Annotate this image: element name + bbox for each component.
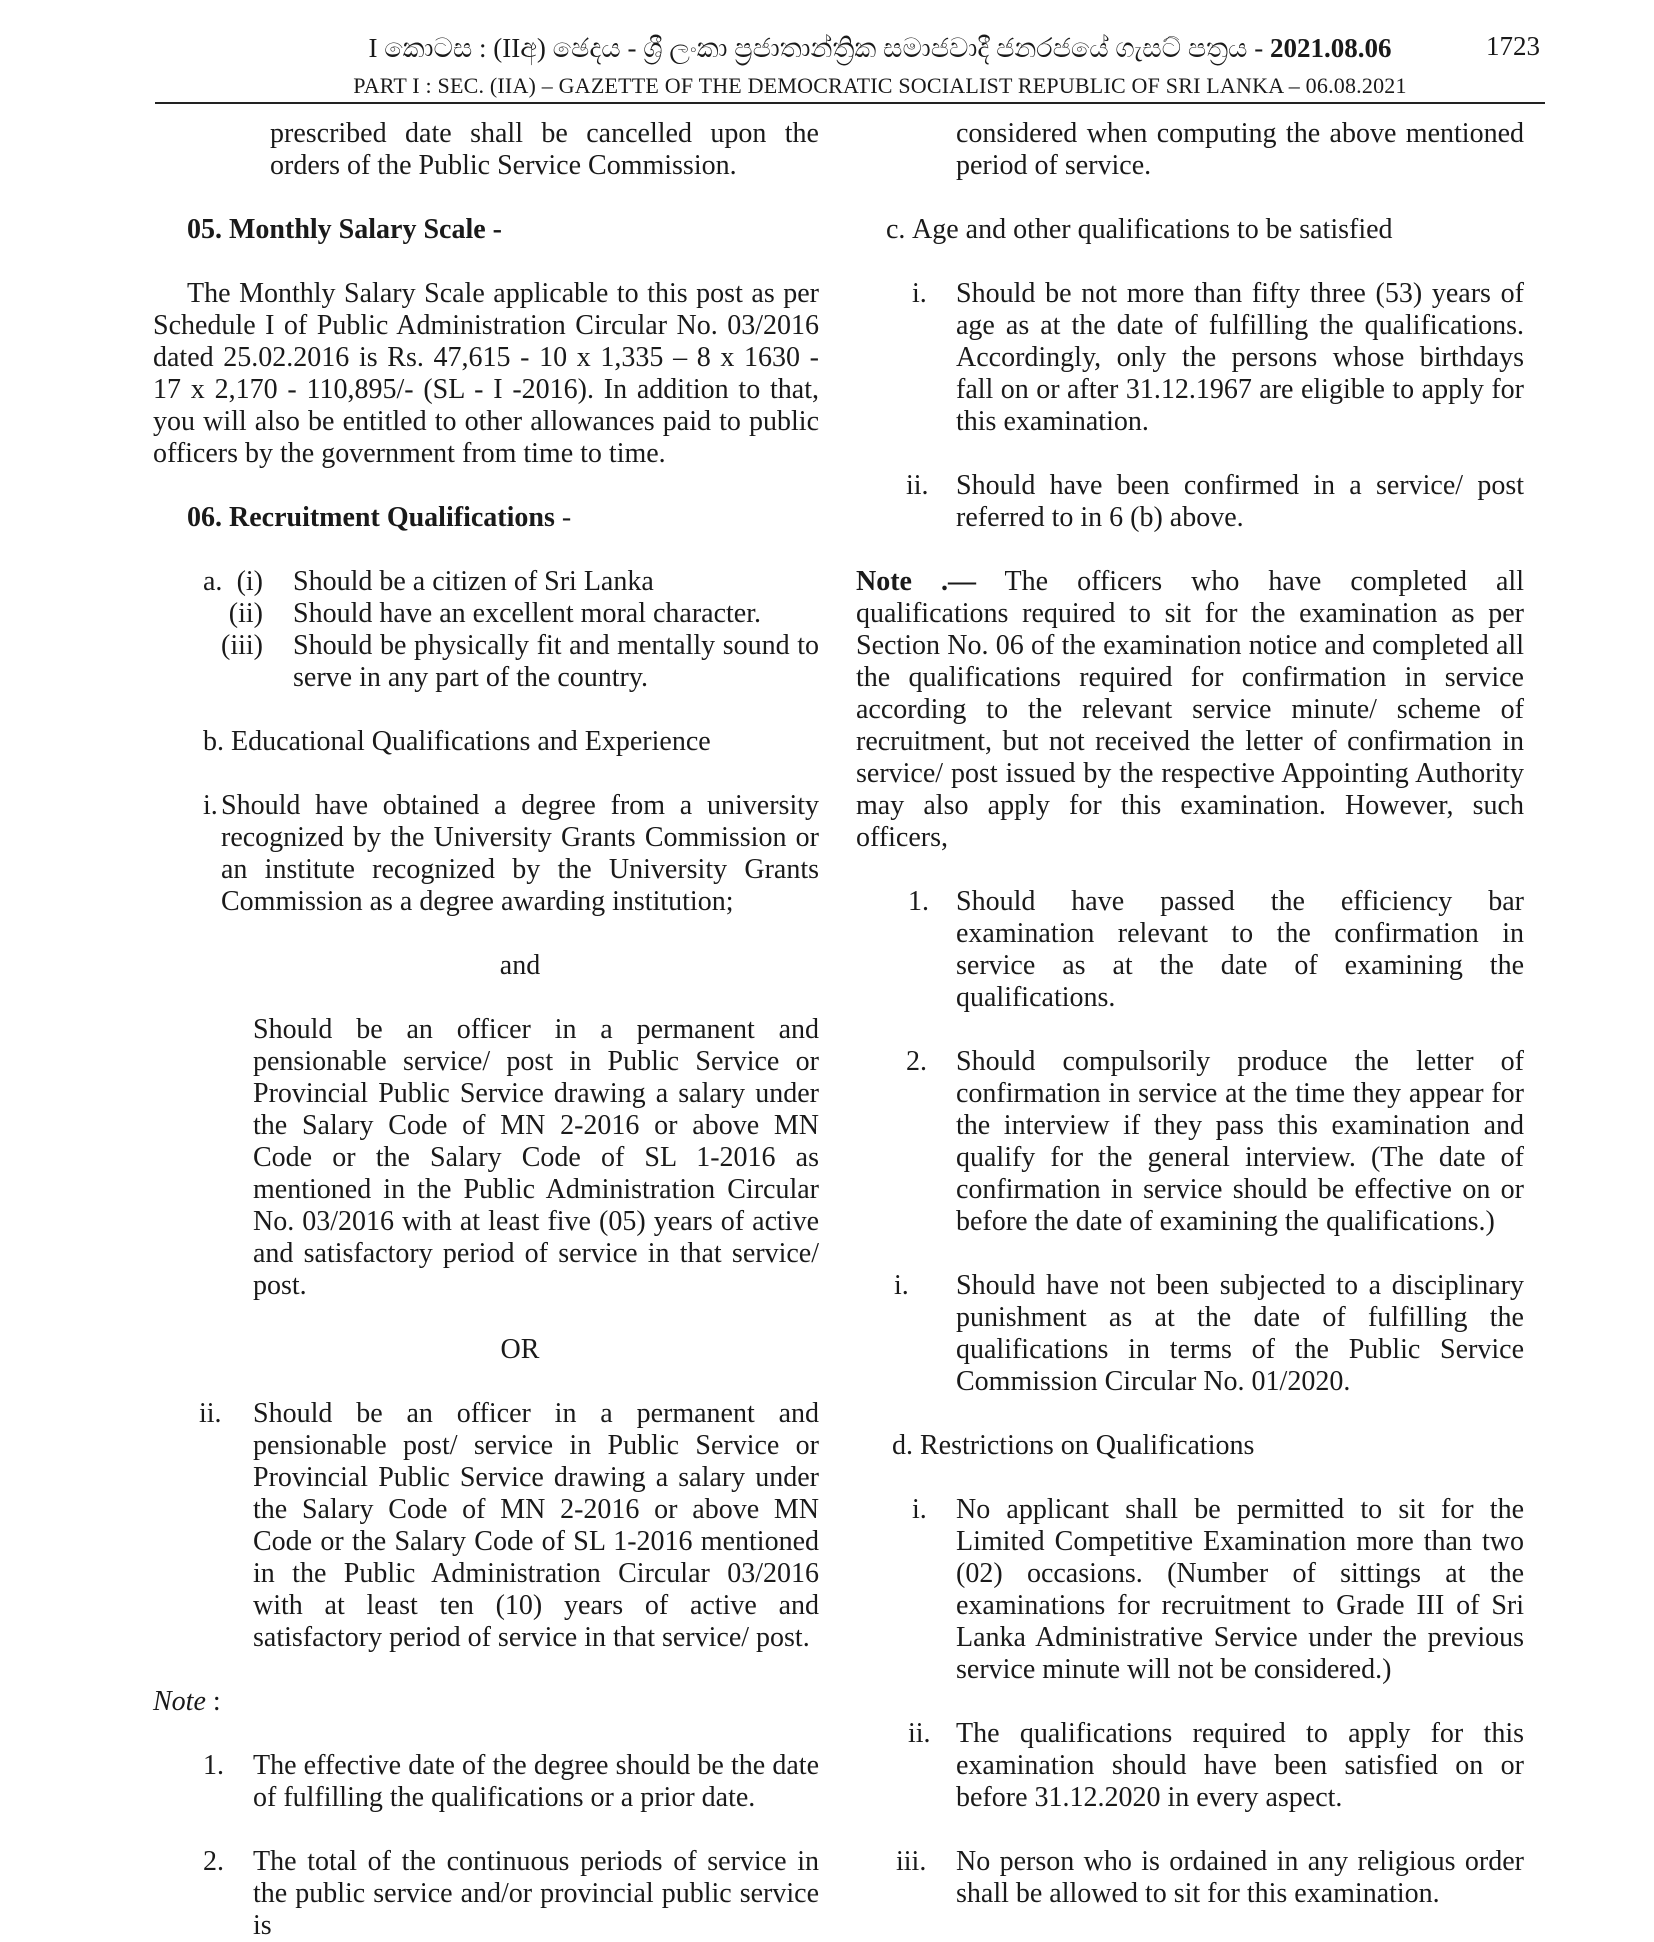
item-a2-number: (ii) — [228, 598, 263, 629]
item-c1-text: Should be not more than fifty three (53) years of age as at the date of fulfilling the qualifications. Accordingly, only the persons whose birthdays fall on or after 31.12.1967 are eligible to apply for this examination. — [956, 278, 1524, 437]
note-heading — [153, 1686, 819, 1718]
qualification-b2 — [153, 1398, 819, 1654]
qualification-d-heading: d. Restrictions on Qualifications — [892, 1430, 1255, 1461]
restriction-2 — [856, 1718, 1524, 1814]
item-a3-number: (iii) — [221, 630, 263, 661]
item-b2-text: Should be an officer in a permanent and pensionable post/ service in Public Service or Provincial Public Service drawing a salary under the Salary Code of MN 2-2016 or above MN Code or the Salary Code of SL 1-2016 mentioned in the Public Administration Circular 03/2016 with at least ten (10) years of active and satisfactory period of service in that service/ post. — [253, 1398, 819, 1653]
item-c1-number: i. — [912, 278, 927, 309]
item-a3-text — [293, 630, 819, 694]
note-1-text: The effective date of the degree should be the date of fulfilling the qualifications or a prior date. — [253, 1750, 819, 1813]
section-06-title: 06. Recruitment Qualifications — [187, 502, 555, 533]
disciplinary-number: i. — [894, 1270, 909, 1301]
restriction-2-number: ii. — [908, 1718, 931, 1749]
note-colon: : — [205, 1686, 221, 1717]
item-a1-number: (i) — [236, 566, 263, 597]
condition-2-text: Should compulsorily produce the letter of confirmation in service at the time they appear for the interview if they pass this examination and qualify for the general interview. (The date of confirmation in service should be effective on or before the date of examining the qualifications.) — [956, 1046, 1524, 1237]
right-continued-paragraph: considered when computing the above mentioned period of service. — [956, 118, 1524, 181]
left-column — [153, 118, 819, 1942]
disciplinary-text: Should have not been subjected to a disciplinary punishment as at the date of fulfilling the qualifications in terms of the Public Service Commission Circular No. 01/2020. — [956, 1270, 1524, 1397]
qualification-b1 — [153, 790, 819, 918]
note-item-2 — [153, 1846, 819, 1942]
qualification-b-heading: b. Educational Qualifications and Experience — [203, 726, 711, 757]
section-06-heading — [187, 502, 819, 534]
qualification-c2 — [856, 470, 1524, 534]
restriction-3-number: iii. — [896, 1846, 927, 1877]
item-a2-text: Should have an excellent moral character. — [293, 598, 762, 629]
restriction-1-number: i. — [912, 1494, 927, 1525]
item-b1-text: Should have obtained a degree from a university recognized by the University Grants Commission or an institute recognized by the University Grants Commission as a degree awarding institution; — [221, 790, 819, 917]
item-c-text: Age and other qualifications to be satisfied — [912, 214, 1393, 245]
note-bold-label: Note .— — [856, 566, 977, 597]
item-c2-text: Should have been confirmed in a service/ post referred to in 6 (b) above. — [956, 470, 1524, 533]
right-column — [856, 118, 1524, 1910]
section-06-dash: - — [554, 502, 572, 533]
note-2-number: 2. — [203, 1846, 224, 1877]
item-c2-number: ii. — [906, 470, 929, 501]
note-2-text: The total of the continuous periods of service in the public service and/or provincial public service is — [253, 1846, 819, 1941]
note-paragraph-text: The officers who have completed all qualifications required to sit for the examination as per Section No. 06 of the examination notice and completed all the qualifications required for confirmation in service according to the relevant service minute/ scheme of recruitment, but not received the letter of confirmation in service/ post issued by the respective Appointing Authority may also apply for this examination. However, such officers, — [856, 566, 1524, 853]
disciplinary-condition — [856, 1270, 1524, 1398]
restriction-3 — [856, 1846, 1524, 1910]
condition-1-number: 1. — [908, 886, 929, 917]
item-b1-number: i. — [203, 790, 218, 821]
page-number: 1723 — [1486, 31, 1540, 61]
note-1-number: 1. — [203, 1750, 224, 1781]
officer-condition-1 — [856, 886, 1524, 1014]
restriction-2-text: The qualifications required to apply for this examination should have been satisfied on or before 31.12.2020 in every aspect. — [956, 1718, 1524, 1813]
item-b1-continuation: Should be an officer in a permanent and pensionable service/ post in Public Service or Provincial Public Service drawing a salary under the Salary Code of MN 2-2016 or above MN Code or the Salary Code of SL 1-2016 as mentioned in the Public Administration Circular No. 03/2016 with at least five (05) years of active and satisfactory period of service in that service/ post. — [253, 1014, 819, 1301]
restriction-1 — [856, 1494, 1524, 1686]
salary-scale-paragraph: The Monthly Salary Scale applicable to this post as per Schedule I of Public Administration Circular No. 03/2016 dated 25.02.2016 is Rs. 47,615 - 10 x 1,335 – 8 x 1630 - 17 x 2,170 - 110,895/- (SL - I -2016). In addition to that, you will also be entitled to other allowances paid to public officers by the government from time to time. — [153, 278, 819, 469]
item-c-label: c. — [886, 214, 906, 245]
qualification-a-list — [153, 566, 819, 694]
restriction-1-text: No applicant shall be permitted to sit for the Limited Competitive Examination more than two (02) occasions. (Number of sittings at the examinations for recruitment to Grade III of Sri Lanka Administrative Service under the previous service minute will not be considered.) — [956, 1494, 1524, 1685]
gazette-header-sinhala — [330, 32, 1430, 64]
header-date: 2021.08.06 — [1269, 33, 1392, 63]
and-separator: and — [499, 950, 541, 981]
item-a3-content: Should be physically fit and mentally sound to serve in any part of the country. — [293, 630, 819, 693]
note-paragraph — [856, 566, 1524, 854]
note-item-1 — [153, 1750, 819, 1814]
qualification-c-heading — [856, 214, 1524, 246]
item-a-label: a. — [203, 566, 223, 597]
header-sinhala-text: I කොටස : (IIඅ) ඡෙදය - ශ්‍රී ලංකා ප්‍රජාතාන්ත්‍රික සමාජවාදී ජනරජයේ ගැසට් පත්‍රය - — [368, 33, 1270, 63]
item-b2-number: ii. — [199, 1398, 222, 1429]
section-05-heading: 05. Monthly Salary Scale - — [187, 214, 502, 245]
continued-paragraph: prescribed date shall be cancelled upon the orders of the Public Service Commission. — [270, 118, 819, 181]
condition-2-number: 2. — [906, 1046, 927, 1077]
officer-condition-2 — [856, 1046, 1524, 1238]
restriction-3-text: No person who is ordained in any religious order shall be allowed to sit for this examination. — [956, 1846, 1524, 1909]
note-label: Note — [153, 1686, 206, 1717]
gazette-header-english: PART I : SEC. (IIA) – GAZETTE OF THE DEMOCRATIC SOCIALIST REPUBLIC OF SRI LANKA – 06.08.2021 — [353, 73, 1407, 98]
condition-1-text: Should have passed the efficiency bar examination relevant to the confirmation in service as at the date of examining the qualifications. — [956, 886, 1524, 1013]
qualification-c1 — [856, 278, 1524, 438]
item-a1-text: Should be a citizen of Sri Lanka — [293, 566, 654, 597]
header-rule — [155, 102, 1545, 104]
or-separator: OR — [500, 1334, 540, 1365]
